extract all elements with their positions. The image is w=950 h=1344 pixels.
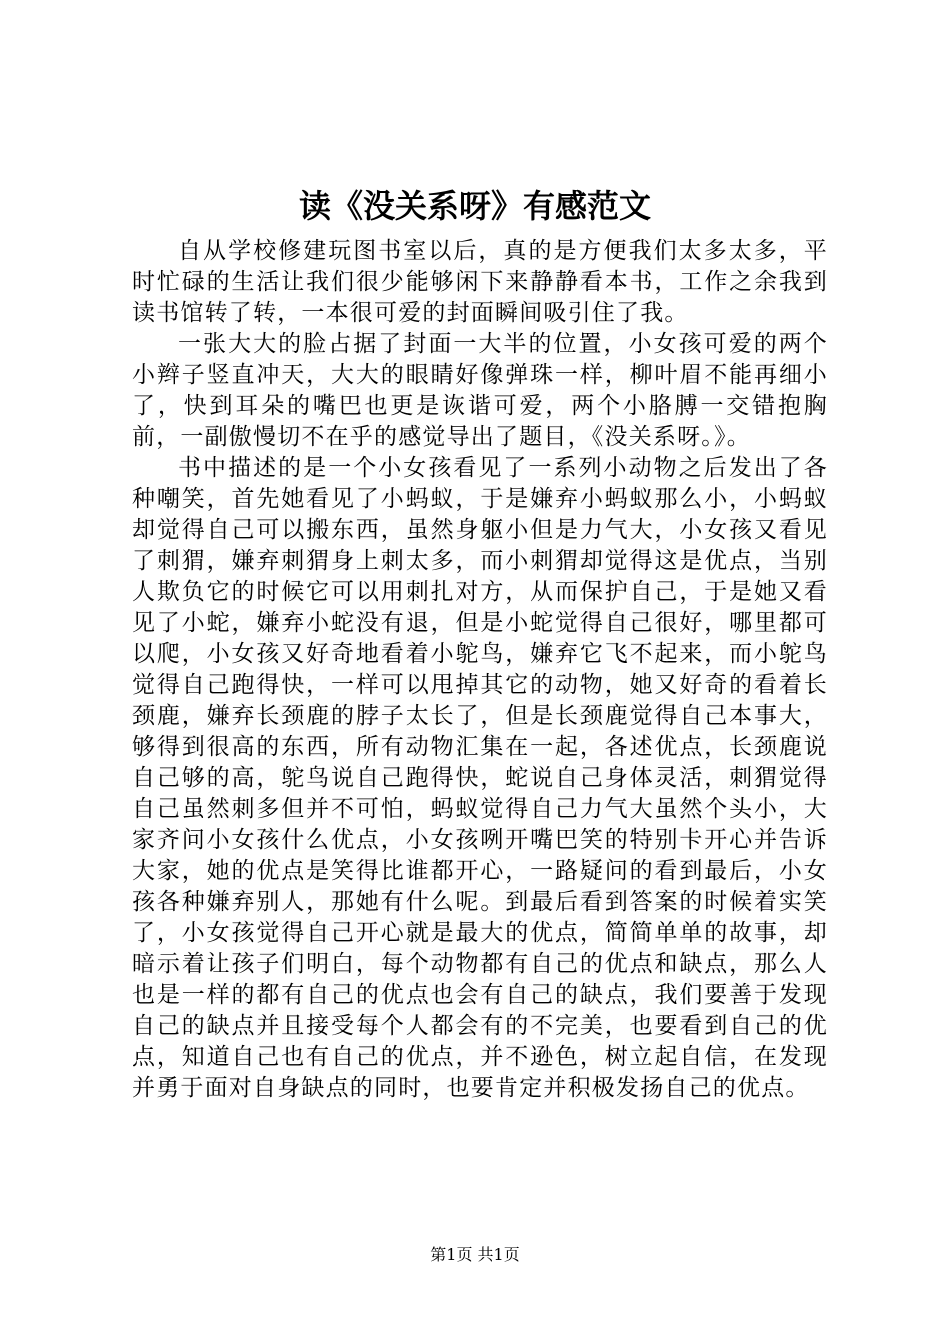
page-footer: 第1页 共1页 [430, 1245, 520, 1264]
paragraph-1: 自从学校修建玩图书室以后，真的是方便我们太多太多，平时忙碌的生活让我们很少能够闲下来静静看本书，工作之余我到读书馆转了转，一本很可爱的封面瞬间吸引住了我。 [132, 238, 828, 326]
document-title: 读《没关系呀》有感范文 [298, 187, 651, 225]
document-body [132, 236, 828, 1104]
paragraph-3: 书中描述的是一个小女孩看见了一系列小动物之后发出了各种嘲笑，首先她看见了小蚂蚁，于是嫌弃小蚂蚁那么小，小蚂蚁却觉得自己可以搬东西，虽然身躯小但是力气大，小女孩又看见了刺猬，嫌弃刺猬身上刺太多，而小刺猬却觉得这是优点，当别人欺负它的时候它可以用刺扎对方，从而保护自己，于是她又看见了小蛇，嫌弃小蛇没有退，但是小蛇觉得自己很好，哪里都可以爬，小女孩又好奇地看着小鸵鸟，嫌弃它飞不起来，而小鸵鸟觉得自己跑得快，一样可以甩掉其它的动物，她又好奇的看着长颈鹿，嫌弃长颈鹿的脖子太长了，但是长颈鹿觉得自己本事大，够得到很高的东西，所有动物汇集在一起，各述优点，长颈鹿说自己够的高，鸵鸟说自己跑得快，蛇说自己身体灵活，刺猬觉得自己虽然刺多但并不可怕，蚂蚁觉得自己力气大虽然个头小，大家齐问小女孩什么优点，小女孩咧开嘴巴笑的特别卡开心并告诉大家，她的优点是笑得比谁都开心，一路疑问的看到最后，小女孩各种嫌弃别人，那她有什么呢。到最后看到答案的时候着实笑了，小女孩觉得自己开心就是最大的优点，简简单单的故事，却暗示着让孩子们明白，每个动物都有自己的优点和缺点，那么人也是一样的都有自己的优点也会有自己的缺点，我们要善于发现自己的缺点并且接受每个人都会有的不完美，也要看到自己的优点，知道自己也有自己的优点，并不逊色，树立起自信，在发现并勇于面对自身缺点的同时，也要肯定并积极发扬自己的优点。 [132, 455, 828, 1101]
paragraph-2: 一张大大的脸占据了封面一大半的位置，小女孩可爱的两个小辫子竖直冲天，大大的眼睛好像弹珠一样，柳叶眉不能再细小了，快到耳朵的嘴巴也更是诙谐可爱，两个小胳膊一交错抱胸前，一副傲慢切不在乎的感觉导出了题目，《没关系呀。》。 [132, 331, 828, 450]
